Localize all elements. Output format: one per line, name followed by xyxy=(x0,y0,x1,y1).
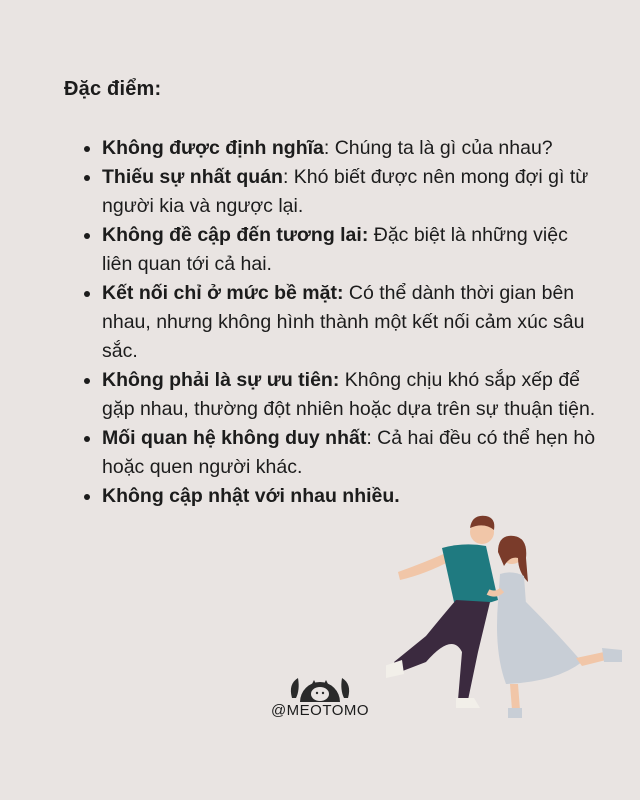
list-item xyxy=(102,366,602,424)
heading: Đặc điểm: xyxy=(64,78,162,100)
characteristics-list xyxy=(78,134,602,511)
list-item xyxy=(102,279,602,366)
item-text: Không chịu khó sắp xếp để gặp nhau, thường đột nhiên hoặc dựa trên sự thuận tiện. xyxy=(102,369,596,420)
item-term: Không được định nghĩa xyxy=(102,137,324,159)
item-term: Không cập nhật với nhau nhiều. xyxy=(102,485,400,507)
list-item xyxy=(102,424,602,482)
list-item xyxy=(102,163,602,221)
item-text: Có thể dành thời gian bên nhau, nhưng không hình thành một kết nối cảm xúc sâu sắc. xyxy=(102,282,585,362)
list-item xyxy=(102,482,602,511)
item-term: Mối quan hệ không duy nhất xyxy=(102,427,367,449)
item-text: : Chúng ta là gì của nhau? xyxy=(323,137,553,159)
couple-illustration xyxy=(386,512,632,726)
item-text: : Khó biết được nên mong đợi gì từ người kia và ngược lại. xyxy=(102,166,589,217)
list-item xyxy=(102,221,602,279)
item-term: Kết nối chỉ ở mức bề mặt: xyxy=(102,282,344,304)
item-text: Đặc biệt là những việc liên quan tới cả hai. xyxy=(102,224,568,275)
brand-handle: @MEOTOMO xyxy=(270,702,370,719)
item-term: Không phải là sự ưu tiên: xyxy=(102,369,340,391)
item-term: Thiếu sự nhất quán xyxy=(102,166,283,188)
list-item xyxy=(102,134,602,163)
item-text: : Cả hai đều có thể hẹn hò hoặc quen người khác. xyxy=(102,427,596,478)
item-term: Không đề cập đến tương lai: xyxy=(102,224,369,246)
